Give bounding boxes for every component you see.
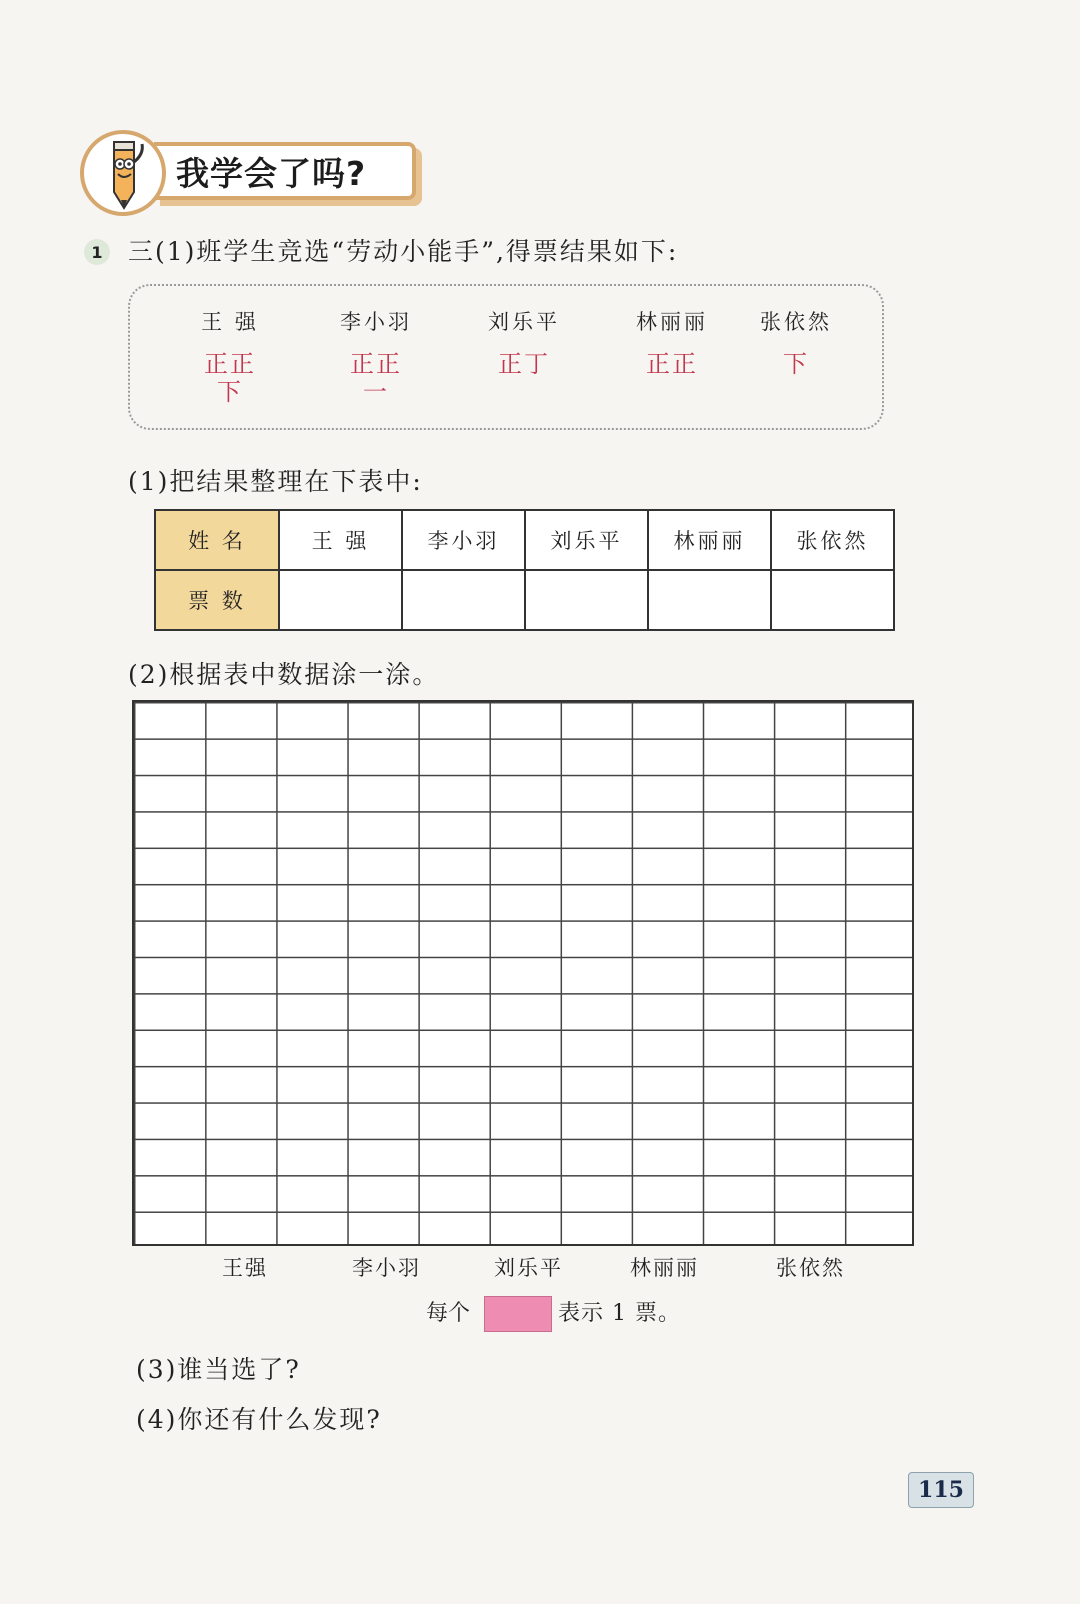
tally-entry xyxy=(464,306,584,378)
tally-mark: 正正 xyxy=(204,350,256,378)
vote-input-cell[interactable] xyxy=(525,570,648,630)
vote-input-cell[interactable] xyxy=(771,570,894,630)
section-title: 我学会了吗? xyxy=(176,154,367,193)
coloring-grid[interactable] xyxy=(132,700,914,1246)
tally-mark-extra: 一 xyxy=(363,378,389,406)
tally-mark-extra: 下 xyxy=(217,378,243,406)
exercise-number: 1 xyxy=(84,239,110,265)
table-row-names xyxy=(155,510,894,570)
table-cell-name: 刘乐平 xyxy=(525,510,648,570)
table-header-name: 姓 名 xyxy=(155,510,279,570)
question-2: (2)根据表中数据涂一涂。 xyxy=(128,660,440,689)
table-cell-name: 张依然 xyxy=(771,510,894,570)
grid-label: 张依然 xyxy=(776,1256,845,1280)
tally-entry xyxy=(316,306,436,406)
tally-entry xyxy=(170,306,290,406)
tally-mark: 正正 xyxy=(646,350,698,378)
exercise-prompt: 三(1)班学生竞选“劳动小能手”,得票结果如下: xyxy=(128,237,679,266)
table-cell-name: 李小羽 xyxy=(402,510,525,570)
table-cell-name: 王 强 xyxy=(279,510,402,570)
vote-input-cell[interactable] xyxy=(648,570,771,630)
tally-entry xyxy=(736,306,856,378)
candidate-name: 刘乐平 xyxy=(488,310,560,334)
page-number: 115 xyxy=(908,1472,974,1508)
candidate-name: 张依然 xyxy=(760,310,832,334)
grid-label: 刘乐平 xyxy=(494,1256,563,1280)
tally-box xyxy=(128,284,884,430)
tally-entry xyxy=(612,306,732,378)
grid-label: 王强 xyxy=(222,1256,268,1280)
table-row-votes xyxy=(155,570,894,630)
candidate-name: 林丽丽 xyxy=(636,310,708,334)
tally-mark: 下 xyxy=(783,350,809,378)
grid-label: 林丽丽 xyxy=(630,1256,699,1280)
question-4: (4)你还有什么发现? xyxy=(136,1405,382,1434)
table-cell-name: 林丽丽 xyxy=(648,510,771,570)
vote-table xyxy=(154,509,895,631)
legend-suffix: 表示 1 票。 xyxy=(558,1301,681,1326)
legend-swatch xyxy=(484,1296,552,1332)
pencil-mascot-icon xyxy=(80,130,166,216)
candidate-name: 王 强 xyxy=(201,310,259,334)
legend-prefix: 每个 xyxy=(426,1301,471,1326)
question-3: (3)谁当选了? xyxy=(136,1355,301,1384)
tally-mark: 正丁 xyxy=(498,350,550,378)
section-header-badge xyxy=(80,126,430,222)
grid-label: 李小羽 xyxy=(352,1256,421,1280)
tally-mark: 正正 xyxy=(350,350,402,378)
table-header-votes: 票 数 xyxy=(155,570,279,630)
candidate-name: 李小羽 xyxy=(340,310,412,334)
vote-input-cell[interactable] xyxy=(279,570,402,630)
vote-input-cell[interactable] xyxy=(402,570,525,630)
question-1: (1)把结果整理在下表中: xyxy=(128,467,423,496)
